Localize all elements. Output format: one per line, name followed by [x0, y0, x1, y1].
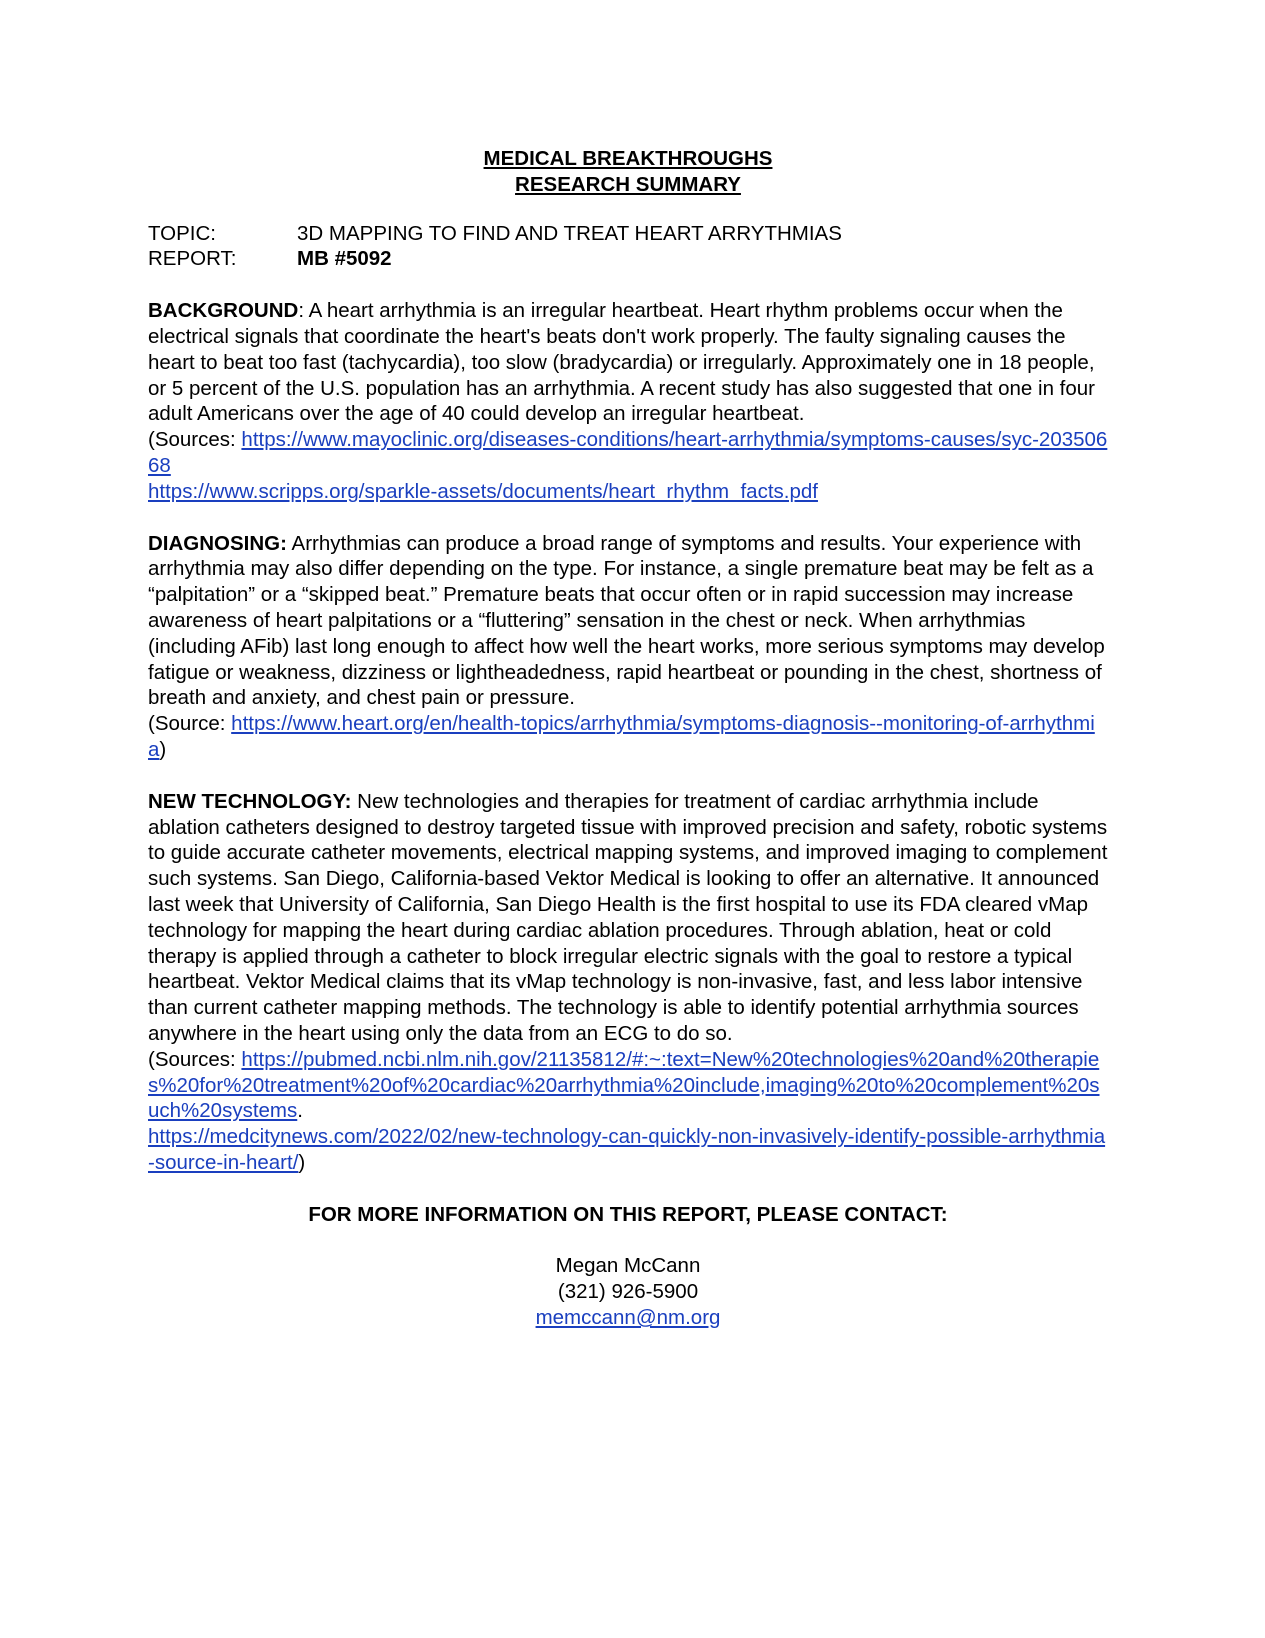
- diagnosing-paragraph: [148, 531, 1108, 712]
- new-technology-paragraph: [148, 789, 1108, 1047]
- medcitynews-link[interactable]: https://medcitynews.com/2022/02/new-technology-can-quickly-non-invasively-identify-possible-arrhythmia-source-in-heart/: [148, 1125, 1106, 1174]
- topic-row: [148, 221, 1108, 247]
- background-label: BACKGROUND: [148, 299, 299, 323]
- scripps-link[interactable]: https://www.scripps.org/sparkle-assets/documents/heart_rhythm_facts.pdf: [148, 479, 818, 503]
- topic-value: 3D MAPPING TO FIND AND TREAT HEART ARRYTHMIAS: [297, 221, 842, 245]
- background-sources-prefix: (Sources:: [148, 428, 242, 452]
- contact-block: [148, 1253, 1108, 1330]
- new-technology-section: [148, 789, 1108, 1176]
- report-row: [148, 246, 1108, 272]
- background-sources-2: [148, 479, 1108, 505]
- contact-email-link[interactable]: memccann@nm.org: [535, 1306, 721, 1330]
- document-title-line2: RESEARCH SUMMARY: [515, 172, 741, 196]
- background-text: : A heart arrhythmia is an irregular heartbeat. Heart rhythm problems occur when the electrical signals that coordinate the heart's beats don't work properly. The faulty signaling causes the heart to beat too fast (tachycardia), too slow (bradycardia) or irregularly. Approximately one in 18 people, or 5 percent of the U.S. population has an arrhythmia. A recent study has also suggested that one in four adult Americans over the age of 40 could develop an irregular heartbeat.: [148, 299, 1096, 426]
- document-title-line1: MEDICAL BREAKTHROUGHS: [483, 147, 773, 170]
- document-page: [148, 146, 1108, 1331]
- new-technology-sources: [148, 1047, 1108, 1124]
- contact-phone: (321) 926-5900: [557, 1280, 699, 1304]
- new-technology-sources-2: [148, 1124, 1108, 1176]
- diagnosing-label: DIAGNOSING:: [148, 531, 287, 555]
- diagnosing-section: [148, 531, 1108, 763]
- contact-heading: FOR MORE INFORMATION ON THIS REPORT, PLEASE CONTACT:: [308, 1202, 948, 1226]
- diagnosing-source-prefix: (Source:: [148, 712, 232, 736]
- background-sources: [148, 427, 1108, 479]
- diagnosing-source-suffix: ): [159, 737, 167, 761]
- new-technology-sources-prefix: (Sources:: [148, 1047, 242, 1071]
- report-label: REPORT:: [148, 247, 237, 271]
- pubmed-link-suffix: .: [297, 1099, 303, 1123]
- mayoclinic-link[interactable]: https://www.mayoclinic.org/diseases-conditions/heart-arrhythmia/symptoms-causes/syc-20350668: [148, 428, 1108, 477]
- diagnosing-source: [148, 711, 1108, 763]
- new-technology-text: New technologies and therapies for treatment of cardiac arrhythmia include ablation catheters designed to destroy targeted tissue with improved precision and safety, robotic systems to guide accurate catheter movements, electrical mapping systems, and improved imaging to complement such systems. San Diego, California-based Vektor Medical is looking to offer an alternative. It announced last week that University of California, San Diego Health is the first hospital to use its FDA cleared vMap technology for mapping the heart during cardiac ablation procedures. Through ablation, heat or cold therapy is applied through a catheter to block irregular electric signals with the goal to restore a typical heartbeat. Vektor Medical claims that its vMap technology is non-invasive, fast, and less labor intensive than current catheter mapping methods. The technology is able to identify potential arrhythmia sources anywhere in the heart using only the data from an ECG to do so.: [148, 789, 1108, 1045]
- diagnosing-text: Arrhythmias can produce a broad range of symptoms and results. Your experience with arrhythmia may also differ depending on the type. For instance, a single premature beat may be felt as a “palpitation” or a “skipped beat.” Premature beats that occur often or in rapid succession may increase awareness of heart palpitations or a “fluttering” sensation in the chest or neck. When arrhythmias (including AFib) last long enough to affect how well the heart works, more serious symptoms may develop fatigue or weakness, dizziness or lightheadedness, rapid heartbeat or pounding in the chest, shortness of breath and anxiety, and chest pain or pressure.: [148, 531, 1105, 710]
- new-technology-label: NEW TECHNOLOGY:: [148, 789, 352, 813]
- contact-name: Megan McCann: [555, 1254, 701, 1278]
- report-meta: [148, 221, 1108, 273]
- background-section: [148, 298, 1108, 504]
- background-paragraph: [148, 298, 1108, 427]
- topic-label: TOPIC:: [148, 221, 216, 245]
- new-technology-sources-suffix: ): [298, 1150, 306, 1174]
- heart-org-link[interactable]: https://www.heart.org/en/health-topics/arrhythmia/symptoms-diagnosis--monitoring-of-arrhythmia: [148, 712, 1095, 761]
- pubmed-link[interactable]: https://pubmed.ncbi.nlm.nih.gov/21135812/#:~:text=New%20technologies%20and%20therapies%20for%20treatment%20of%20cardiac%20arrhythmia%20include,imaging%20to%20complement%20such%20systems: [148, 1047, 1100, 1123]
- report-number: MB #5092: [297, 247, 392, 271]
